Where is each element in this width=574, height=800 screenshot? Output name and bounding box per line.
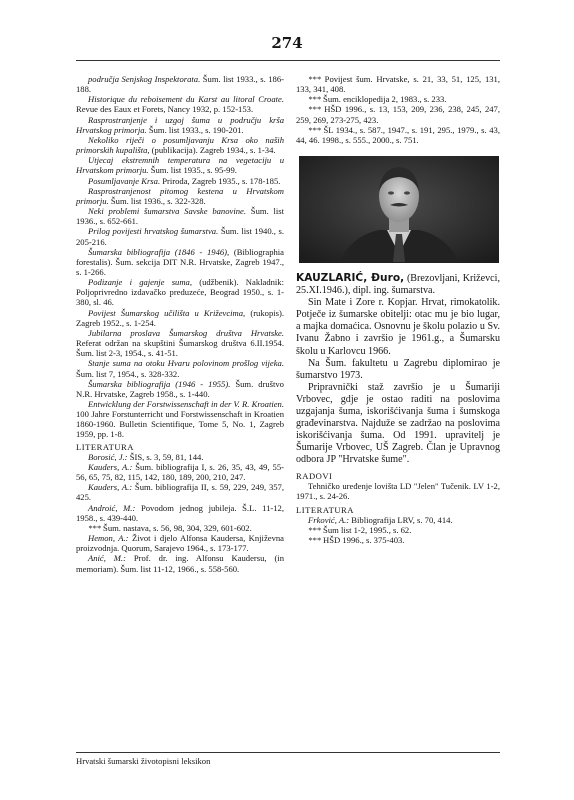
biography-text bbox=[296, 297, 500, 466]
reference-text: ŠIS, s. 3, 59, 81, 144. bbox=[127, 451, 204, 462]
entry-title: Stanje suma na otoku Hvaru polovinom prošlog vijeka. bbox=[88, 358, 284, 369]
reference-author: Borosić, J.: bbox=[88, 451, 128, 462]
bibliography-entry bbox=[76, 399, 284, 440]
entry-details: (Bibliographia forestalis). Šum. sekcija DIT N.R. Hrvatske, Zagreb 1947., s. 1-266. bbox=[76, 246, 284, 277]
biography-column bbox=[296, 272, 500, 546]
entry-details: Šum. list 1933., s. 190-201. bbox=[146, 124, 244, 135]
reference-entry bbox=[296, 525, 500, 535]
reference-author: *** bbox=[308, 124, 321, 135]
biography-paragraph: Na Šum. fakultetu u Zagrebu diplomirao je šumarstvo 1973. bbox=[296, 357, 500, 381]
bibliography-entry bbox=[76, 328, 284, 358]
reference-entry bbox=[296, 515, 500, 525]
reference-author: Kauders, A.: bbox=[88, 482, 133, 493]
entry-details: Revue des Eaux et Forets, Nancy 1932, p. 152-153. bbox=[76, 104, 254, 115]
left-column bbox=[76, 74, 284, 574]
entry-details: Šum. društvo N.R. Hrvatske, Zagreb 1958., s. 1-440. bbox=[76, 378, 284, 399]
radovi-list bbox=[296, 481, 500, 501]
entry-details: (udžbenik). Nakladnik: Poljoprivredno izdavačko preduzeće, Beograd 1950., s. 1-380, sl. 46. bbox=[76, 277, 284, 308]
reference-author: *** bbox=[308, 74, 321, 84]
reference-author: Anić, M.: bbox=[88, 553, 126, 564]
reference-author: *** bbox=[308, 94, 321, 105]
entry-title: Rasprostranjenost pitomog kestena u Hrvatskom primorju. bbox=[76, 185, 284, 206]
reference-author: Hemon, A.: bbox=[88, 533, 129, 544]
reference-text: Prof. dr. ing. Alfonsu Kaudersu, (in memoriam). Šum. list 11-12, 1966., s. 558-560. bbox=[76, 553, 284, 574]
entry-details: Šum. list 1933., s. 186-188. bbox=[76, 74, 284, 95]
reference-text: Šum. bibliografija II, s. 59, 229, 249, 357, 425. bbox=[76, 482, 284, 503]
biography-intro bbox=[296, 272, 500, 297]
right-top-references bbox=[296, 74, 500, 145]
bibliography-entry bbox=[76, 74, 284, 94]
bibliography-entry bbox=[76, 155, 284, 175]
entry-title: Povijest Šumarskog učilišta u Križevcima, bbox=[88, 307, 246, 318]
reference-entry bbox=[296, 94, 500, 104]
reference-text: Povijest šum. Hrvatske, s. 21, 33, 51, 125, 131, 133, 341, 408. bbox=[296, 74, 500, 95]
bibliography-entry bbox=[76, 226, 284, 246]
literatura-list-right bbox=[296, 515, 500, 545]
literatura-heading-right: LITERATURA bbox=[296, 504, 354, 515]
bibliography-entry bbox=[76, 94, 284, 114]
reference-author: Frković, A.: bbox=[308, 515, 350, 526]
entry-details: 100 Jahre Forstunterricht und Forstwissenschaft in Kroatien 1860-1960. Bulletin Scientifique, Tome 5, No. 1, Zagreb 1959, pp. 1-8. bbox=[76, 409, 284, 440]
entry-title: područja Senjskog Inspektorata. bbox=[88, 74, 201, 84]
reference-entry bbox=[296, 74, 500, 94]
work-entry: Tehničko uređenje lovišta LD "Jelen" Tučenik. LV 1-2, 1971., s. 24-26. bbox=[296, 480, 500, 501]
entry-title: Utjecaj ekstremnih temperatura na vegetaciju u Hrvatskom primorju. bbox=[76, 155, 284, 176]
reference-author: Kauders, A.: bbox=[88, 461, 133, 472]
entry-title: Rasprostranjenje i uzgoj šuma u području krša Hrvatskog primorja. bbox=[76, 114, 284, 135]
entry-details: (rukopis). Zagreb 1952., s. 1-254. bbox=[76, 307, 284, 328]
reference-text: Šum. bibliografija I, s. 26, 35, 43, 49, 55-56, 65, 75, 82, 115, 142, 180, 189, 200, 210, 247. bbox=[76, 461, 284, 483]
reference-text: Šum. nastava, s. 56, 98, 304, 329, 601-602. bbox=[100, 522, 252, 533]
entry-details: Šum. list 1936., s. 652-661. bbox=[76, 206, 284, 227]
reference-text: Šum. enciklopedija 2, 1983., s. 233. bbox=[320, 94, 447, 105]
bibliography-entry bbox=[76, 186, 284, 206]
entry-title: Entwicklung der Forstwissenschaft in der V. R. Kroatien. bbox=[88, 399, 284, 409]
reference-entry bbox=[296, 104, 500, 124]
reference-entry bbox=[296, 535, 500, 545]
reference-entry bbox=[76, 553, 284, 573]
bibliography-entry bbox=[76, 206, 284, 226]
entry-details: Priroda, Zagreb 1935., s. 178-185. bbox=[160, 175, 281, 186]
radovi-heading: RADOVI bbox=[296, 470, 333, 481]
reference-text: Život i djelo Alfonsa Kaudersa, Književna proizvodnja. Quorum, Sarajevo 1964., s. 173-177. bbox=[76, 533, 284, 554]
literatura-list-left bbox=[76, 452, 284, 574]
entry-details: Šum. list 1940., s. 205-216. bbox=[76, 226, 284, 247]
biography-intro-text: (Brezovljani, Križevci, 25.XI.1946.), dipl. ing. šumarstva. bbox=[296, 273, 500, 297]
reference-text: Povodom jednog jubileja. Š.L. 11-12, 1958., s. 439-440. bbox=[76, 502, 284, 523]
bibliography-entry bbox=[76, 358, 284, 378]
reference-text: Bibliografija LRV, s. 70, 414. bbox=[349, 515, 453, 526]
reference-entry bbox=[76, 533, 284, 553]
portrait-image bbox=[299, 156, 499, 263]
entry-details: Šum. list 7, 1954., s. 328-332. bbox=[76, 368, 180, 379]
entry-title: Šumarska bibliografija (1846 - 1946), bbox=[88, 246, 230, 257]
reference-entry bbox=[296, 125, 500, 145]
reference-author: *** bbox=[88, 522, 101, 533]
entry-details: Šum. list 1935., s. 95-99. bbox=[148, 165, 237, 176]
bibliography-entry bbox=[76, 308, 284, 328]
biography-paragraph: Pripravnički staž završio je u Šumariji Vrbovec, gdje je ostao raditi na poslovima uzgajanja šuma, iskorišćivanja šuma i šumskoga građevinarstva. Najduže se zadržao na poslovima iskorišćivanja šuma. Od 1991. upravitelj je Šumarije Vrbovec, UŠ Zagreb. Član je Upravnog odbora JP "Hrvatske šume". bbox=[296, 381, 500, 466]
header-rule bbox=[76, 60, 500, 61]
reference-entry bbox=[76, 503, 284, 523]
bibliography-list bbox=[76, 74, 284, 440]
reference-entry bbox=[76, 452, 284, 462]
reference-author: Androić, M.: bbox=[88, 502, 136, 513]
entry-title: Neki problemi šumarstva Savske banovine. bbox=[88, 206, 246, 217]
person-name: KAUZLARIĆ, Đuro, bbox=[296, 272, 405, 284]
entry-title: Historique du reboisement du Karst au litoral Croate. bbox=[88, 94, 284, 105]
footer-rule bbox=[76, 752, 500, 753]
portrait-photo bbox=[299, 156, 499, 263]
entry-title: Podizanje i gajenje suma, bbox=[88, 277, 192, 288]
reference-entry bbox=[76, 462, 284, 482]
reference-text: HŠD 1996., s. 375-403. bbox=[320, 535, 405, 546]
entry-title: Posumljavanje Krsa. bbox=[88, 175, 161, 186]
reference-text: HŠD 1996., s. 13, 153, 209, 236, 238, 245, 247, 259, 269, 273-275, 423. bbox=[296, 104, 500, 125]
reference-entry bbox=[76, 523, 284, 533]
entry-details: Referat održan na skupštini Šumarskog društva 6.II.1954. Šum. list 2-3, 1954., s. 41-51. bbox=[76, 338, 284, 359]
reference-author: *** bbox=[308, 525, 321, 536]
reference-author: *** bbox=[308, 104, 321, 115]
entry-title: Jubilarna proslava Šumarskog društva Hrvatske. bbox=[88, 327, 284, 338]
reference-text: ŠL 1934., s. 587., 1947., s. 191, 295., 1979., s. 43, 44, 46. 1998., s. 555., 2000., s. 751. bbox=[296, 124, 500, 145]
bibliography-entry bbox=[76, 277, 284, 307]
reference-entry bbox=[76, 482, 284, 502]
biography-paragraph: Sin Mate i Zore r. Kopjar. Hrvat, rimokatolik. Potječe iz šumarske obitelji: otac mu je bio lugar, a majka domaćica. Osnovnu je školu polazio u Sv. Ivanu Žabno i završio je 1961.g., a Šumarsku školu u Karlovcu 1966. bbox=[296, 297, 500, 357]
entry-title: Nekoliko riječi o posumljavanju Krsa oko naših primorskih kupališta, bbox=[76, 134, 284, 156]
page-number: 274 bbox=[271, 34, 303, 52]
entry-title: Šumarska bibliografija (1946 - 1955). bbox=[88, 378, 231, 389]
bibliography-entry bbox=[76, 247, 284, 277]
reference-author: *** bbox=[308, 535, 321, 546]
bibliography-entry bbox=[76, 135, 284, 155]
footer-title: Hrvatski šumarski životopisni leksikon bbox=[76, 756, 211, 766]
entry-title: Prilog povijesti hrvatskog šumarstva. bbox=[88, 226, 219, 237]
literatura-heading-left: LITERATURA bbox=[76, 441, 134, 452]
bibliography-entry bbox=[76, 115, 284, 135]
bibliography-entry bbox=[76, 379, 284, 399]
entry-details: (publikacija). Zagreb 1934., s. 1-34. bbox=[149, 145, 276, 156]
bibliography-entry bbox=[76, 176, 284, 186]
entry-details: Šum. list 1936., s. 322-328. bbox=[108, 195, 206, 206]
reference-text: Šum list 1-2, 1995., s. 62. bbox=[320, 525, 412, 536]
